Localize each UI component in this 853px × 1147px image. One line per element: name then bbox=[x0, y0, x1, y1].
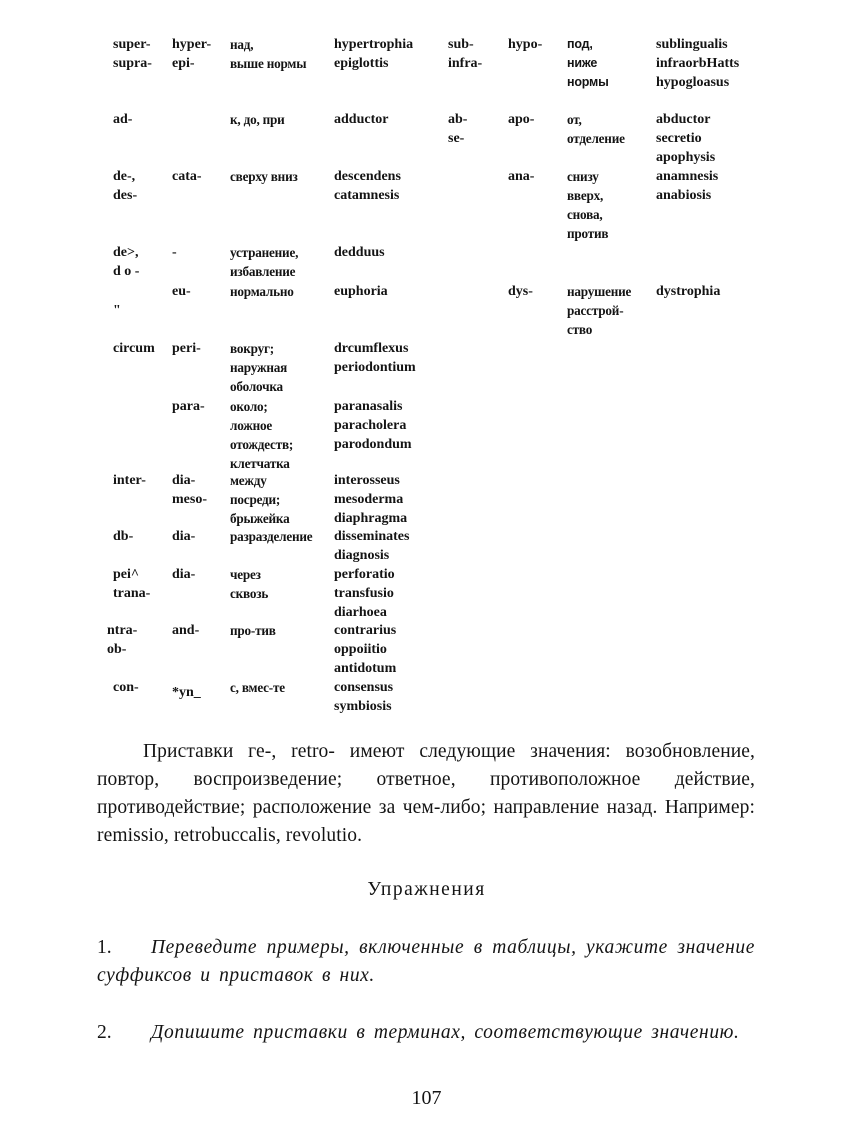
exercise-item bbox=[97, 934, 755, 990]
paragraph-text: Приставки ге-, retro- имеют следующие значения: возобновление, повтор, воспроизведение; ответное, противоположное действие, противодействие; расположение за чем-либо; направление назад. Например: remissio, retrobuccalis, revolutio. bbox=[97, 741, 755, 846]
table-cell: circum bbox=[113, 341, 155, 356]
table-cell: db- bbox=[113, 529, 134, 544]
table-cell: descendens catamnesis bbox=[334, 169, 401, 203]
table-cell: - bbox=[172, 245, 177, 260]
exercise-item bbox=[97, 1019, 755, 1047]
table-cell: с, вмес-те bbox=[230, 680, 285, 695]
exercise-number: 1. bbox=[97, 937, 112, 958]
table-cell: устранение, избавление bbox=[230, 245, 299, 279]
table-cell: de-, des- bbox=[113, 169, 138, 203]
table-cell: от, отделение bbox=[567, 112, 625, 146]
exercise-text: Переведите примеры, включенные в таблицы, укажите значение суффиксов и приставок в них. bbox=[97, 937, 755, 986]
table-cell: разразделение bbox=[230, 529, 313, 544]
table-cell: ad- bbox=[113, 112, 133, 127]
table-cell: consensus symbiosis bbox=[334, 680, 394, 714]
table-cell: inter- bbox=[113, 473, 146, 488]
table-cell: hyper- epi- bbox=[172, 37, 212, 71]
table-cell: adductor bbox=[334, 112, 389, 127]
table-cell: abductor secretio apophysis bbox=[656, 112, 716, 165]
table-cell: cata- bbox=[172, 169, 202, 184]
table-cell: interosseus mesoderma diaphragma bbox=[334, 473, 408, 526]
table-cell: *yn_ bbox=[172, 685, 201, 700]
table-cell: к, до, при bbox=[230, 112, 285, 127]
table-cell: euphoria bbox=[334, 284, 388, 299]
table-cell: снизу вверх, снова, против bbox=[567, 169, 609, 241]
table-cell: hypertrophia epiglottis bbox=[334, 37, 414, 71]
table-cell: dia- meso- bbox=[172, 473, 207, 507]
table-cell: drcumflexus periodontium bbox=[334, 341, 416, 375]
table-cell: над, выше нормы bbox=[230, 37, 307, 71]
table-cell: super- supra- bbox=[113, 37, 152, 71]
table-cell: de>, d o - bbox=[113, 245, 140, 279]
table-cell: anamnesis anabiosis bbox=[656, 169, 719, 203]
table-cell: and- bbox=[172, 623, 200, 638]
table-cell: нарушение расстрой- ство bbox=[567, 284, 632, 337]
table-cell: ab- se- bbox=[448, 112, 468, 146]
table-cell: под, ниже нормы bbox=[567, 37, 609, 89]
table-cell: contrarius oppoiitio antidotum bbox=[334, 623, 397, 676]
table-cell: eu- bbox=[172, 284, 191, 299]
page-number: 107 bbox=[411, 1087, 442, 1109]
table-cell: pei^ trana- bbox=[113, 567, 151, 601]
exercise-text: Допишите приставки в терминах, соответствующие значению. bbox=[151, 1022, 740, 1043]
table-cell: dystrophia bbox=[656, 284, 721, 299]
table-cell: ntra- ob- bbox=[107, 623, 138, 657]
table-cell: через сквозь bbox=[230, 567, 269, 601]
table-cell: между посреди; брыжейка bbox=[230, 473, 290, 526]
table-cell: dys- bbox=[508, 284, 533, 299]
table-cell: disseminates diagnosis bbox=[334, 529, 410, 563]
table-cell: paranasalis paracholera parodondum bbox=[334, 399, 412, 452]
table-cell: ana- bbox=[508, 169, 535, 184]
table-cell: про-тив bbox=[230, 623, 276, 638]
table-cell: " bbox=[113, 303, 121, 318]
table-cell: apo- bbox=[508, 112, 535, 127]
table-cell: hypo- bbox=[508, 37, 543, 52]
table-cell: para- bbox=[172, 399, 205, 414]
table-cell: sub- infra- bbox=[448, 37, 483, 71]
table-cell: сверху вниз bbox=[230, 169, 298, 184]
section-heading: Упражнения bbox=[367, 879, 486, 900]
table-cell: нормально bbox=[230, 284, 294, 299]
table-cell: вокруг; наружная оболочка bbox=[230, 341, 288, 394]
exercise-number: 2. bbox=[97, 1022, 112, 1043]
table-cell: con- bbox=[113, 680, 139, 695]
table-cell: dedduus bbox=[334, 245, 385, 260]
table-cell: sublingualis infraorbHatts hypogloasus bbox=[656, 37, 740, 90]
table-cell: peri- bbox=[172, 341, 201, 356]
table-cell: perforatio transfusio diarhoea bbox=[334, 567, 395, 620]
table-cell: dia- bbox=[172, 567, 196, 582]
table-cell: dia- bbox=[172, 529, 196, 544]
body-paragraph bbox=[97, 738, 755, 850]
table-cell: около; ложное отождеств; клетчатка bbox=[230, 399, 294, 471]
